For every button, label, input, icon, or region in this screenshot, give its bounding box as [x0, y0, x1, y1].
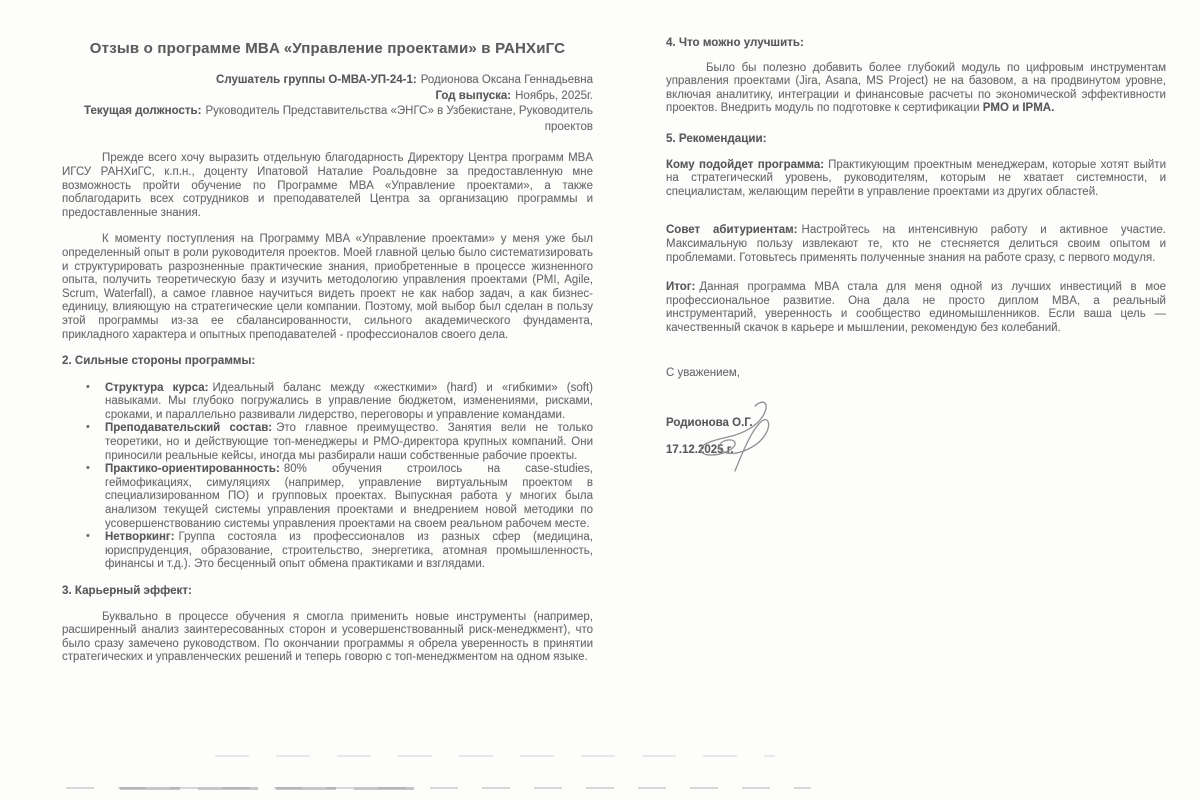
recommendation-text: Настройтесь на интенсивную работу и активное участие. Максимальную пользу извлекают те, кто не стесняется делиться своим опытом и проблемами. Готовьтесь применять полученные знания на работе сразу, с первого модуля. — [666, 224, 1166, 264]
bullet-icon: • — [86, 462, 90, 475]
meta-line-group — [62, 73, 593, 89]
section-heading-career: 3. Карьерный эффект: — [62, 584, 192, 597]
career-paragraph: Буквально в процессе обучения я смогла применить новые инструменты (например, расширенный анализ заинтересованных сторон и усовершенствованный риск-менеджмент), что было сразу замечено руководством. По окончании программы я обрела уверенность в принятии стратегических и управленческих решений и теперь говорю с топ-менеджментом на одном языке. — [62, 610, 593, 664]
signer-name: Родионова О.Г. — [666, 417, 753, 430]
list-item — [62, 422, 593, 463]
recommendation-summary — [666, 281, 1166, 335]
meta-block — [62, 73, 593, 135]
meta-line-year — [62, 89, 593, 105]
recommendation-text: Практикующим проектным менеджерам, которые хотят выйти на стратегический уровень, руководителям, которым не хватает системности, и специалистам, желающим перейти в управление проектами из других областей. — [666, 158, 1166, 198]
meta-line-position — [62, 104, 593, 135]
improve-text: Было бы полезно добавить более глубокий модуль по цифровым инструментам управления проектами (Jira, Asana, MS Project) не на базовом, а на продвинутом уровне, включая аналитику, интеграции и финансовые расчеты по экономической эффективности проектов. Внедрить модуль по подготовке к сертификации — [666, 61, 1166, 115]
bullet-label: Структура курса: — [105, 381, 209, 394]
meta-label: Слушатель группы О-МВА-УП-24-1: — [216, 74, 417, 86]
signature-date: 17.12.2025 г. — [666, 443, 734, 456]
meta-label: Год выпуска: — [435, 89, 512, 102]
scan-artifact-line — [120, 787, 420, 790]
intro-paragraph-1: Прежде всего хочу выразить отдельную благодарность Директору Центра программ MBA ИГСУ РАНХиГС, к.п.н., доценту Ипатовой Наталие Роальдовне за предоставленную мне возможность пройти обучение по Программе MBA «Управление проектами», а также поблагодарить всех сотрудников и преподавателей Центра за организацию программы и предоставленные знания. — [62, 152, 593, 219]
recommendation-advice — [666, 224, 1166, 265]
meta-value: Родионова Оксана Геннадьевна — [420, 74, 593, 86]
bullet-icon: • — [86, 380, 90, 393]
improve-paragraph — [666, 62, 1166, 116]
list-item — [62, 531, 593, 572]
bullet-label: Преподавательский состав: — [105, 422, 273, 435]
document-title: Отзыв о программе MBA «Управление проектами» в РАНХиГС — [89, 40, 566, 57]
meta-value: Ноябрь, 2025г. — [515, 89, 593, 102]
bullet-text: Группа состояла из профессионалов из разных сфер (медицина, юриспруденция, образование, строительство, энергетика, атомная промышленность, финансы и т.д.). Это бесценный опыт обмена практиками и взглядами. — [105, 531, 593, 571]
right-column — [666, 30, 1166, 457]
bullet-label: Нетворкинг: — [105, 531, 175, 544]
left-column — [62, 40, 593, 665]
bullet-icon: • — [86, 421, 90, 434]
bullet-icon: • — [86, 530, 90, 543]
meta-label: Текущая должность: — [84, 105, 202, 118]
section-heading-improve: 4. Что можно улучшить: — [666, 36, 804, 49]
recommendation-label: Итог: — [666, 281, 696, 294]
scan-artifact-line — [215, 755, 775, 757]
recommendation-text: Данная программа MBA стала для меня одной из лучших инвестиций в мое профессиональное развитие. Она дала не просто диплом MBA, а реальный инструментарий, уверенность и сообщество единомышленников. Если ваша цель — качественный скачок в карьере и мышлении, рекомендую без колебаний. — [666, 281, 1166, 334]
section-heading-recommendations: 5. Рекомендации: — [666, 131, 767, 145]
closing-salutation: С уважением, — [666, 366, 740, 379]
bullet-label: Практико-ориентированность: — [105, 463, 280, 476]
section-heading-strengths: 2. Сильные стороны программы: — [62, 354, 256, 368]
bullet-text: 80% обучения строилось на case-studies, геймофикациях, симуляциях (например, управление виртуальным проектом в специализированном ПО) и групповых проектах. Выпускная работа у многих была анализом текущей системы управления проектами и внедрением новой методики по усовершенствованию системы управления проектами на своем реальном рабочем месте. — [105, 463, 593, 530]
recommendation-label: Совет абитуриентам: — [666, 224, 798, 237]
list-item — [62, 463, 593, 531]
meta-value: Руководитель Представительства «ЭНГС» в Узбекистане, Руководитель проектов — [205, 105, 593, 133]
recommendation-label: Кому подойдет программа: — [666, 158, 825, 171]
bullet-text: Это главное преимущество. Занятия вели не только теоретики, но и действующие топ-менеджеры и PMO-директора крупных компаний. Они приносили реальные кейсы, иногда мы разбирали наши собственные рабочие проекты. — [105, 422, 593, 462]
strengths-list — [62, 382, 593, 572]
improve-bold-tail: PMO и IPMA. — [982, 102, 1055, 115]
recommendation-audience — [666, 159, 1166, 200]
bullet-text: Идеальный баланс между «жесткими» (hard) и «гибкими» (soft) навыками. Мы глубоко погружались в управление бюджетом, изменениями, рисками, сроками, и параллельно развивали лидерство, переговоры и управление командами. — [105, 381, 594, 421]
intro-paragraph-2: К моменту поступления на Программу MBA «Управление проектами» у меня уже был определенный опыт в роли руководителя проектов. Моей главной целью было систематизировать и структурировать разрозненные практические знания, приобретенные в процессе жизненного опыта, получить теоретическую базу и изучить методологию управления проектами (PMI, Agile, Scrum, Waterfall), а самое главное научиться видеть проект не как набор задач, а как бизнес-единицу, влияющую на стратегические цели компании. Поэтому, мой выбор был сделан в пользу этой программы из-за ее сбалансированности, сильного академического фундамента, прикладного характера и опытных преподавателей - профессионалов своего дела. — [62, 233, 593, 341]
list-item — [62, 382, 593, 423]
